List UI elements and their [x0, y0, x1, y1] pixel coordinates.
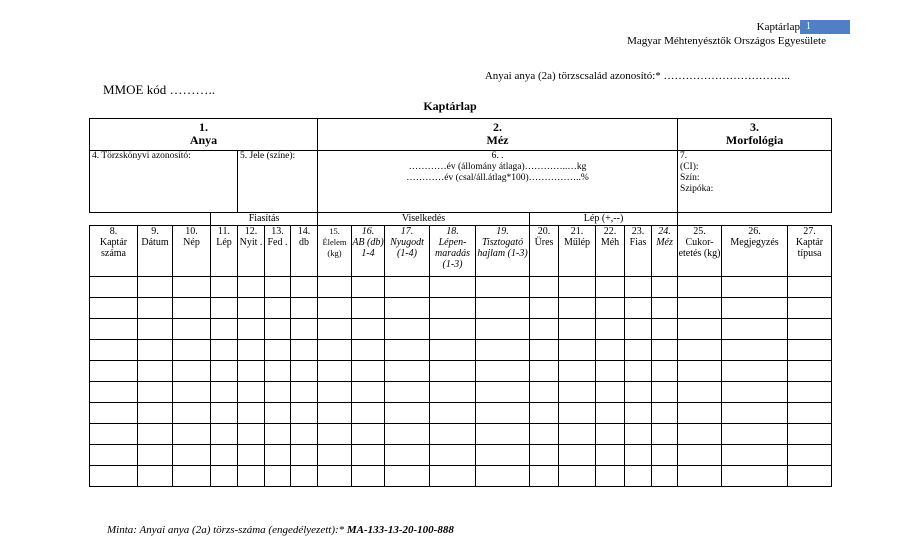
entry-cell[interactable]	[138, 361, 173, 382]
entry-cell[interactable]	[788, 277, 832, 298]
entry-cell[interactable]	[211, 403, 238, 424]
entry-cell[interactable]	[722, 445, 788, 466]
entry-cell[interactable]	[678, 403, 722, 424]
entry-cell[interactable]	[90, 466, 138, 487]
entry-cell[interactable]	[722, 277, 788, 298]
entry-cell[interactable]	[596, 298, 625, 319]
entry-cell[interactable]	[291, 424, 318, 445]
col-header-26: 26. Megjegyzés	[722, 226, 788, 277]
entry-cell[interactable]	[652, 361, 678, 382]
entry-cell[interactable]	[530, 361, 559, 382]
entry-cell[interactable]	[211, 424, 238, 445]
entry-cell[interactable]	[173, 424, 211, 445]
entry-cell[interactable]	[430, 361, 476, 382]
entry-cell[interactable]	[722, 466, 788, 487]
entry-cell[interactable]	[788, 403, 832, 424]
entry-cell[interactable]	[318, 403, 352, 424]
entry-cell[interactable]	[678, 424, 722, 445]
entry-cell[interactable]	[559, 277, 596, 298]
entry-cell[interactable]	[385, 361, 430, 382]
entry-cell[interactable]	[625, 277, 652, 298]
col-header-10: 10. Nép	[173, 226, 211, 277]
entry-cell[interactable]	[265, 382, 291, 403]
entry-cell[interactable]	[722, 424, 788, 445]
entry-cell[interactable]	[211, 340, 238, 361]
entry-cell[interactable]	[788, 382, 832, 403]
entry-cell[interactable]	[211, 445, 238, 466]
entry-cell[interactable]	[678, 319, 722, 340]
entry-cell[interactable]	[530, 445, 559, 466]
table-row	[90, 340, 832, 361]
entry-cell[interactable]	[722, 298, 788, 319]
entry-cell[interactable]	[265, 298, 291, 319]
entry-cell[interactable]	[291, 382, 318, 403]
entry-cell[interactable]	[138, 445, 173, 466]
col-header-9: 9. Dátum	[138, 226, 173, 277]
entry-cell[interactable]	[722, 403, 788, 424]
col-header-11: 11. Lép	[211, 226, 238, 277]
entry-cell[interactable]	[385, 382, 430, 403]
col-header-27: 27. Kaptár típusa	[788, 226, 832, 277]
entry-cell[interactable]	[291, 403, 318, 424]
col-header-20: 20. Üres	[530, 226, 559, 277]
entry-cell[interactable]	[385, 403, 430, 424]
group-viselkedes: Viselkedés	[318, 213, 530, 226]
entry-cell[interactable]	[678, 277, 722, 298]
entry-cell[interactable]	[352, 340, 385, 361]
entry-cell[interactable]	[318, 319, 352, 340]
col-header-14: 14. db	[291, 226, 318, 277]
entry-cell[interactable]	[530, 277, 559, 298]
entry-cell[interactable]	[318, 298, 352, 319]
entry-cell[interactable]	[173, 445, 211, 466]
entry-cell[interactable]	[530, 340, 559, 361]
entry-cell[interactable]	[788, 319, 832, 340]
entry-cell[interactable]	[678, 298, 722, 319]
entry-cell[interactable]	[90, 382, 138, 403]
mark-color-cell	[238, 151, 318, 213]
entry-cell[interactable]	[138, 340, 173, 361]
honey-num: 6. .	[491, 151, 504, 161]
entry-cell[interactable]	[596, 403, 625, 424]
group-spacer-right	[678, 213, 832, 226]
entry-cell[interactable]	[559, 298, 596, 319]
entry-cell[interactable]	[265, 403, 291, 424]
entry-cell[interactable]	[352, 403, 385, 424]
section-anya	[90, 119, 318, 151]
entry-cell[interactable]	[265, 340, 291, 361]
entry-cell[interactable]	[652, 382, 678, 403]
entry-cell[interactable]	[90, 403, 138, 424]
hive-record-table	[89, 118, 832, 487]
group-spacer	[90, 213, 211, 226]
group-lep: Lép (+,--)	[530, 213, 678, 226]
entry-cell[interactable]	[291, 361, 318, 382]
entry-cell[interactable]	[652, 445, 678, 466]
entry-cell[interactable]	[788, 424, 832, 445]
section-morfologia	[678, 119, 832, 151]
entry-cell[interactable]	[430, 424, 476, 445]
entry-cell[interactable]	[238, 361, 265, 382]
entry-cell[interactable]	[530, 298, 559, 319]
entry-cell[interactable]	[318, 340, 352, 361]
entry-cell[interactable]	[430, 445, 476, 466]
entry-cell[interactable]	[678, 382, 722, 403]
entry-cell[interactable]	[265, 319, 291, 340]
mmoe-code-field: MMOE kód ………..	[103, 82, 215, 97]
entry-cell[interactable]	[596, 382, 625, 403]
registry-id-cell	[90, 151, 238, 213]
entry-cell[interactable]	[291, 277, 318, 298]
entry-cell[interactable]	[559, 424, 596, 445]
entry-cell[interactable]	[596, 277, 625, 298]
entry-cell[interactable]	[596, 424, 625, 445]
entry-cell[interactable]	[318, 382, 352, 403]
entry-cell[interactable]	[430, 277, 476, 298]
entry-cell[interactable]	[173, 298, 211, 319]
entry-cell[interactable]	[430, 319, 476, 340]
col-header-12: 12. Nyit .	[238, 226, 265, 277]
group-fiasitas: Fiasítás	[211, 213, 318, 226]
entry-cell[interactable]	[265, 466, 291, 487]
entry-cell[interactable]	[291, 319, 318, 340]
entry-cell[interactable]	[90, 424, 138, 445]
entry-cell[interactable]	[138, 319, 173, 340]
entry-cell[interactable]	[90, 298, 138, 319]
entry-cell[interactable]	[352, 361, 385, 382]
entry-cell[interactable]	[173, 319, 211, 340]
entry-cell[interactable]	[173, 361, 211, 382]
entry-cell[interactable]	[596, 361, 625, 382]
col-header-22: 22. Méh	[596, 226, 625, 277]
entry-cell[interactable]	[596, 466, 625, 487]
col-header-24: 24. Méz	[652, 226, 678, 277]
entry-cell[interactable]	[788, 340, 832, 361]
entry-cell[interactable]	[476, 445, 530, 466]
entry-cell[interactable]	[265, 424, 291, 445]
honey-yield-cell	[318, 151, 678, 213]
entry-cell[interactable]	[476, 361, 530, 382]
entry-cell[interactable]	[596, 445, 625, 466]
entry-cell[interactable]	[788, 466, 832, 487]
col-header-17: 17. Nyugodt (1-4)	[385, 226, 430, 277]
entry-cell[interactable]	[265, 445, 291, 466]
entry-cell[interactable]	[559, 340, 596, 361]
table-row	[90, 298, 832, 319]
entry-cell[interactable]	[352, 424, 385, 445]
entry-cell[interactable]	[722, 382, 788, 403]
morph-ci: (CI):	[680, 162, 699, 172]
entry-cell[interactable]	[138, 424, 173, 445]
entry-cell[interactable]	[385, 277, 430, 298]
entry-cell[interactable]	[238, 382, 265, 403]
doc-label: Kaptárlap	[756, 21, 800, 33]
entry-cell[interactable]	[476, 466, 530, 487]
entry-cell[interactable]	[385, 298, 430, 319]
entry-cell[interactable]	[625, 403, 652, 424]
entry-cell[interactable]	[559, 319, 596, 340]
mother-id-field: Anyai anya (2a) törzscsalád azonosító:* ……………………………..	[484, 70, 790, 82]
col-header-21: 21. Műlép	[559, 226, 596, 277]
entry-cell[interactable]	[238, 445, 265, 466]
entry-cell[interactable]	[352, 466, 385, 487]
entry-cell[interactable]	[138, 403, 173, 424]
entry-cell[interactable]	[238, 319, 265, 340]
entry-cell[interactable]	[352, 277, 385, 298]
entry-cell[interactable]	[530, 319, 559, 340]
entry-cell[interactable]	[238, 466, 265, 487]
sample-footnote-label: Minta: Anyai anya (2a) törzs-száma (engedélyezett):*	[107, 524, 345, 536]
entry-cell[interactable]	[530, 424, 559, 445]
entry-cell[interactable]	[476, 424, 530, 445]
honey-line-avg: …………év (állomány átlaga)…………..…kg	[408, 162, 587, 172]
entry-cell[interactable]	[722, 340, 788, 361]
entry-cell[interactable]	[385, 445, 430, 466]
entry-cell[interactable]	[530, 466, 559, 487]
entry-cell[interactable]	[625, 424, 652, 445]
entry-cell[interactable]	[352, 382, 385, 403]
col-header-8: 8. Kaptár száma	[90, 226, 138, 277]
col-header-18: 18. Lépen-maradás (1-3)	[430, 226, 476, 277]
section-morfologia-name: Morfológia	[725, 133, 784, 147]
entry-cell[interactable]	[652, 340, 678, 361]
table-row	[90, 277, 832, 298]
entry-cell[interactable]	[430, 298, 476, 319]
entry-cell[interactable]	[530, 403, 559, 424]
mark-color-label: 5. Jele (színe):	[240, 151, 296, 161]
entry-cell[interactable]	[238, 403, 265, 424]
entry-cell[interactable]	[625, 382, 652, 403]
table-row	[90, 403, 832, 424]
table-row	[90, 445, 832, 466]
entry-cell[interactable]	[211, 466, 238, 487]
entry-cell[interactable]	[238, 277, 265, 298]
entry-cell[interactable]	[722, 319, 788, 340]
col-header-19: 19. Tisztogató hajlam (1-3)	[476, 226, 530, 277]
entry-cell[interactable]	[476, 319, 530, 340]
col-header-23: 23. Fias	[625, 226, 652, 277]
table-row	[90, 319, 832, 340]
entry-cell[interactable]	[625, 298, 652, 319]
entry-cell[interactable]	[559, 403, 596, 424]
entry-cell[interactable]	[211, 277, 238, 298]
entry-cell[interactable]	[559, 466, 596, 487]
entry-cell[interactable]	[173, 340, 211, 361]
entry-cell[interactable]	[291, 445, 318, 466]
entry-cell[interactable]	[291, 298, 318, 319]
entry-cell[interactable]	[559, 445, 596, 466]
organization-name: Magyar Méhtenyésztők Országos Egyesülete	[627, 35, 826, 47]
entry-cell[interactable]	[476, 340, 530, 361]
entry-cell[interactable]	[678, 361, 722, 382]
table-row	[90, 466, 832, 487]
entry-cell[interactable]	[138, 382, 173, 403]
entry-cell[interactable]	[385, 319, 430, 340]
entry-cell[interactable]	[530, 382, 559, 403]
entry-cell[interactable]	[90, 445, 138, 466]
entry-cell[interactable]	[385, 466, 430, 487]
section-mez-name: Méz	[486, 133, 509, 147]
entry-cell[interactable]	[318, 424, 352, 445]
entry-cell[interactable]	[788, 361, 832, 382]
section-mez	[318, 119, 678, 151]
entry-cell[interactable]	[352, 445, 385, 466]
entry-cell[interactable]	[430, 340, 476, 361]
entry-cell[interactable]	[265, 277, 291, 298]
honey-line-ratio: …………év (csal/áll.átlag*100)……………..%	[406, 173, 589, 183]
entry-cell[interactable]	[291, 466, 318, 487]
entry-cell[interactable]	[138, 277, 173, 298]
entry-cell[interactable]	[173, 382, 211, 403]
sample-footnote-value: MA-133-13-20-100-888	[346, 524, 454, 536]
entry-cell[interactable]	[722, 361, 788, 382]
col-header-13: 13. Fed .	[265, 226, 291, 277]
morphology-cell	[678, 151, 832, 213]
entry-cell[interactable]	[138, 466, 173, 487]
entry-cell[interactable]	[652, 277, 678, 298]
entry-cell[interactable]	[678, 466, 722, 487]
entry-cell[interactable]	[318, 277, 352, 298]
entry-cell[interactable]	[476, 382, 530, 403]
entry-cell[interactable]	[430, 382, 476, 403]
entry-cell[interactable]	[173, 403, 211, 424]
entry-cell[interactable]	[90, 319, 138, 340]
entry-cell[interactable]	[625, 466, 652, 487]
entry-cell[interactable]	[352, 319, 385, 340]
section-mez-num: 2.	[493, 120, 503, 134]
entry-cell[interactable]	[625, 361, 652, 382]
entry-cell[interactable]	[652, 319, 678, 340]
entry-cell[interactable]	[291, 340, 318, 361]
entry-cell[interactable]	[430, 466, 476, 487]
entry-cell[interactable]	[385, 340, 430, 361]
entry-cell[interactable]	[173, 466, 211, 487]
entry-cell[interactable]	[90, 361, 138, 382]
page-number-badge: 1	[800, 20, 850, 34]
entry-cell[interactable]	[476, 277, 530, 298]
sample-footnote	[107, 524, 454, 536]
entry-cell[interactable]	[788, 298, 832, 319]
entry-cell[interactable]	[559, 361, 596, 382]
morph-num: 7.	[680, 151, 688, 161]
entry-cell[interactable]	[652, 403, 678, 424]
entry-cell[interactable]	[90, 340, 138, 361]
entry-cell[interactable]	[90, 277, 138, 298]
entry-cell[interactable]	[318, 445, 352, 466]
entry-cell[interactable]	[788, 445, 832, 466]
entry-cell[interactable]	[173, 277, 211, 298]
entry-cell[interactable]	[652, 298, 678, 319]
morph-proboscis: Szipóka:	[680, 184, 714, 194]
col-header-15: 15. Élelem (kg)	[318, 226, 352, 277]
entry-cell[interactable]	[318, 361, 352, 382]
entry-cell[interactable]	[211, 361, 238, 382]
entry-cell[interactable]	[238, 340, 265, 361]
entry-cell[interactable]	[211, 319, 238, 340]
entry-cell[interactable]	[138, 298, 173, 319]
section-anya-name: Anya	[189, 133, 218, 147]
entry-cell[interactable]	[385, 424, 430, 445]
col-header-16: 16. AB (db) 1-4	[352, 226, 385, 277]
entry-cell[interactable]	[352, 298, 385, 319]
entry-cell[interactable]	[559, 382, 596, 403]
entry-cell[interactable]	[652, 466, 678, 487]
entry-cell[interactable]	[318, 466, 352, 487]
entry-cell[interactable]	[211, 382, 238, 403]
entry-cell[interactable]	[430, 403, 476, 424]
entry-cell[interactable]	[476, 403, 530, 424]
entry-cell[interactable]	[265, 361, 291, 382]
section-morfologia-num: 3.	[750, 120, 760, 134]
table-row	[90, 424, 832, 445]
col-header-25: 25. Cukor-etetés (kg)	[678, 226, 722, 277]
form-title: Kaptárlap	[423, 99, 477, 113]
entry-cell[interactable]	[476, 298, 530, 319]
entry-cell[interactable]	[652, 424, 678, 445]
entry-cell[interactable]	[211, 298, 238, 319]
entry-cell[interactable]	[625, 445, 652, 466]
entry-cell[interactable]	[238, 424, 265, 445]
entry-cell[interactable]	[625, 319, 652, 340]
morph-color: Szín:	[680, 173, 700, 183]
entry-cell[interactable]	[596, 319, 625, 340]
entry-cell[interactable]	[678, 445, 722, 466]
section-anya-num: 1.	[199, 120, 208, 134]
registry-id-label: 4. Törzskönyvi azonosító:	[92, 151, 191, 161]
table-row	[90, 361, 832, 382]
entry-cell[interactable]	[596, 340, 625, 361]
entry-cell[interactable]	[625, 340, 652, 361]
entry-cell[interactable]	[238, 298, 265, 319]
table-row	[90, 382, 832, 403]
entry-cell[interactable]	[678, 340, 722, 361]
